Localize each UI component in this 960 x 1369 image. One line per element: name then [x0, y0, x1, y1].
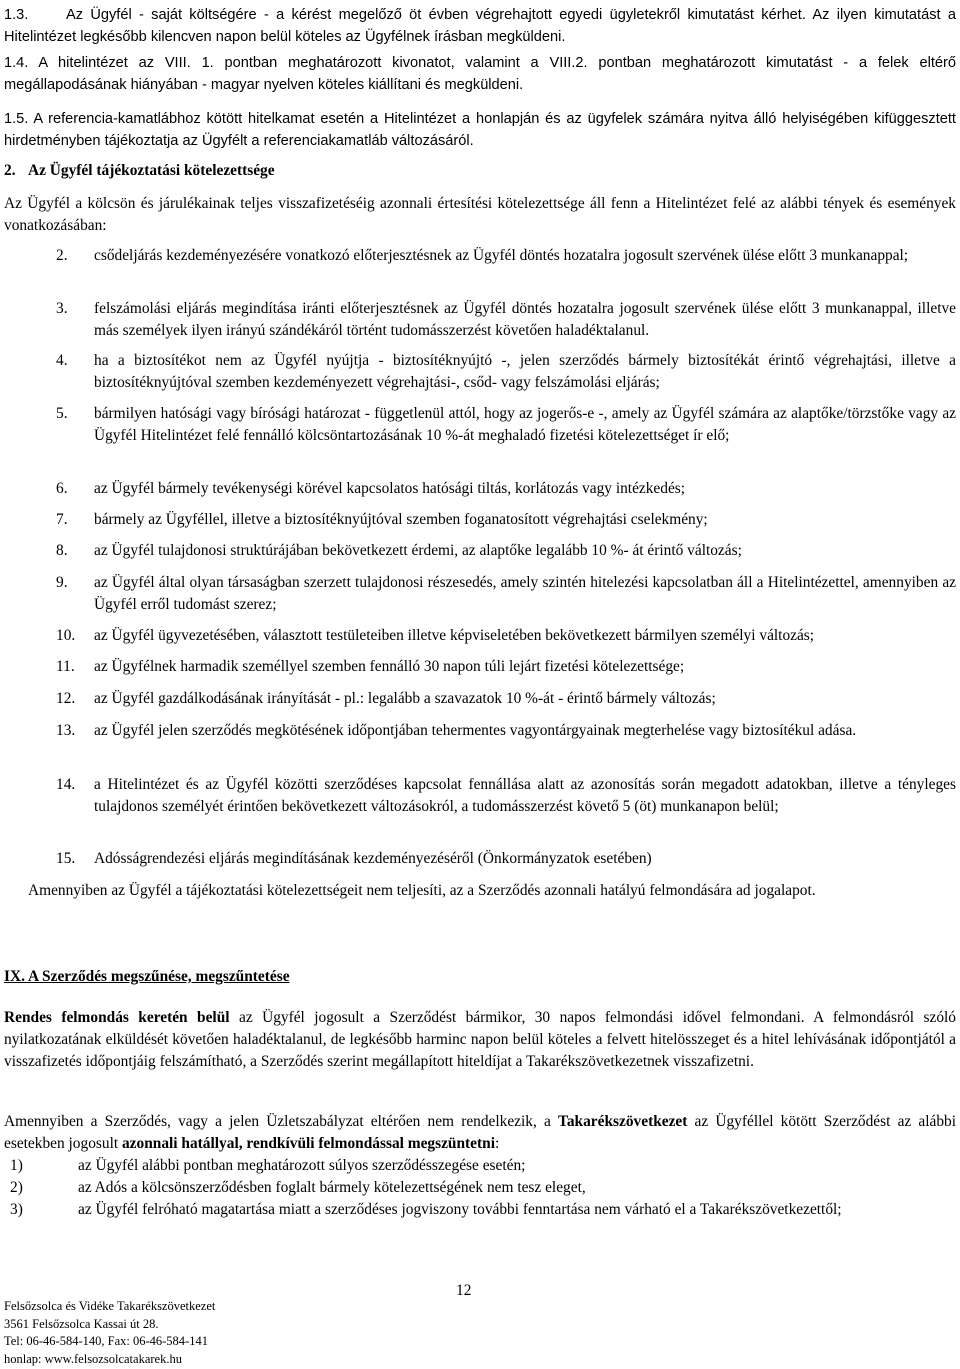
paragraph-number: 1.3. [4, 7, 29, 23]
section-2-heading [4, 160, 956, 182]
section-9-paragraph-1: Rendes felmondás keretén belül az Ügyfél jogosult a Szerződést bármikor, 30 napos felmondási idővel felmondani. A felmondásról szóló nyilatkozatának elküldését követően haladéktalanul, de legkésőbb harminc napon belül köteles a felvett hitelösszeget és a hitel lehívásának időpontjától a visszafizetés időpontjáig felszámítható, a Szerződés szerint megállapított hiteldíjat a Takarékszövetkezetnek visszafizetni. [4, 1009, 956, 1070]
list-item: 9. az Ügyfél által olyan társaságban szerzett tulajdonosi részesedés, amely szintén hitelezési kapcsolatban áll a Hitelintézettel, amennyiben az Ügyfél erről tudomást szerez; [56, 574, 956, 613]
paragraph-text: 1.4. A hitelintézet az VIII. 1. pontban meghatározott kivonatot, valamint a VIII.2. pontban meghatározott kimutatást - a felek eltérő megállapodásának hiányában - magyar nyelven köteles kiállítani és megküldeni. [4, 55, 956, 93]
list-item: 11. az Ügyfélnek harmadik személlyel szemben fennálló 30 napon túli lejárt fizetési kötelezettsége; [56, 658, 685, 675]
paragraph-text: 1.5. A referencia-kamatlábhoz kötött hitelkamat esetén a Hitelintézet a honlapján és az ügyfelek számára nyitva álló helyiségében kifüggesztett hirdetményben tájékoztatja az Ügyfélt a referenciakamatláb változásáról. [4, 111, 956, 149]
list-item: 1) az Ügyfél alábbi pontban meghatározott súlyos szerződésszegése esetén; [10, 1157, 526, 1174]
paragraph-1-3 [4, 4, 956, 48]
list-item: 8. az Ügyfél tulajdonosi struktúrájában bekövetkezett érdemi, az alaptőke legalább 10 %- át érintő változás; [56, 542, 742, 559]
list-item: 14. a Hitelintézet és az Ügyfél közötti szerződéses kapcsolat fennállása alatt az azonosítás során megadott adatokban, illetve a tényleges tulajdonos személyét érintően bekövetkezett változásokról, a tudomásszerzést követő 5 (öt) munkanapon belül; [56, 776, 956, 815]
paragraph-1-5 [4, 108, 956, 152]
section-2-intro: Az Ügyfél a kölcsön és járulékainak teljes visszafizetéséig azonnali értesítési kötelezettsége áll fenn a Hitelintézet felé az alábbi tények és események vonatkozásában: [4, 195, 956, 234]
footer [4, 1298, 215, 1368]
list-item: 3. felszámolási eljárás megindítása iránti előterjesztésnek az Ügyfél döntés hozatalra jogosult szervének ülése előtt 3 munkanappal, illetve más személyek ilyen irányú szándékáról történt tudomásszerzést követően haladéktalanul. [56, 300, 956, 339]
section-title: Az Ügyfél tájékoztatási kötelezettsége [28, 162, 275, 179]
page-number: 12 [456, 1282, 472, 1299]
footer-website: honlap: www.felsozsolcatakarek.hu [4, 1351, 182, 1366]
section-9-paragraph-2: Amennyiben a Szerződés, vagy a jelen Üzletszabályzat eltérően nem rendelkezik, a Takarékszövetkezet az Ügyféllel kötött Szerződést az alábbi esetekben jogosult azonnali hatállyal, rendkívüli felmondással megszüntetni: [4, 1113, 956, 1152]
list-item: 6. az Ügyfél bármely tevékenységi körével kapcsolatos hatósági tiltás, korlátozás vagy intézkedés; [56, 480, 686, 497]
list-item: 13. az Ügyfél jelen szerződés megkötésének időpontjában tehermentes vagyontárgyainak megterhelése vagy biztosítékul adása. [56, 722, 857, 739]
footer-address: 3561 Felsőzsolca Kassai út 28. [4, 1316, 159, 1331]
list-item: 5. bármilyen hatósági vagy bírósági határozat - függetlenül attól, hogy az jogerős-e -, amely az Ügyfél számára az alaptőke/törzstőke vagy az Ügyfél Hitelintézet felé fennálló kölcsöntartozásának 10 %-át meghaladó fizetési kötelezettséget ír elő; [56, 405, 956, 444]
list-item: 15. Adósságrendezési eljárás megindításának kezdeményezéséről (Önkormányzatok esetében) [56, 850, 652, 867]
paragraph-1-4 [4, 52, 956, 96]
list-item: 2. csődeljárás kezdeményezésére vonatkozó előterjesztésnek az Ügyfél döntés hozatalra jogosult szervének ülése előtt 3 munkanappal; [56, 247, 909, 264]
list-item: 7. bármely az Ügyféllel, illetve a biztosítéknyújtóval szemben foganatosított végrehajtási cselekmény; [56, 511, 708, 528]
footer-company: Felsőzsolca és Vidéke Takarékszövetkezet [4, 1299, 216, 1313]
list-item: 12. az Ügyfél gazdálkodásának irányítását - pl.: legalább a szavazatok 10 %-át - érintő bármely változás; [56, 690, 716, 707]
footer-phone: Tel: 06-46-584-140, Fax: 06-46-584-141 [4, 1334, 208, 1348]
list-item: 10. az Ügyfél ügyvezetésében, választott testületeiben illetve képviseletében bekövetkezett bármilyen személyi változás; [56, 627, 815, 644]
list-item: 4. ha a biztosítékot nem az Ügyfél nyújtja - biztosítéknyújtó -, jelen szerződés bármely biztosítékát érintő végrehajtási, illetve a biztosítéknyújtóval szemben kezdeményezett végrehajtási-, csőd- vagy felszámolási eljárás; [56, 352, 956, 391]
section-2-closing: Amennyiben az Ügyfél a tájékoztatási kötelezettségeit nem teljesíti, az a Szerződés azonnali hatályú felmondására ad jogalapot. [28, 882, 816, 899]
list-item: 3) az Ügyfél felróható magatartása miatt a szerződéses jogviszony további fenntartása nem várható el a Takarékszövetkezettől; [10, 1201, 842, 1218]
section-9-heading: IX. A Szerződés megszűnése, megszűntetése [4, 968, 290, 985]
section-number: 2. [4, 162, 16, 179]
paragraph-text: Az Ügyfél - saját költségére - a kérést megelőző öt évben végrehajtott egyedi ügyletekről kimutatást kérhet. Az ilyen kimutatást a Hitelintézet legkésőbb kilencven napon belül köteles az Ügyfélnek írásban megküldeni. [4, 7, 956, 45]
list-item: 2) az Adós a kölcsönszerződésben foglalt bármely kötelezettségének nem tesz eleget, [10, 1179, 586, 1196]
